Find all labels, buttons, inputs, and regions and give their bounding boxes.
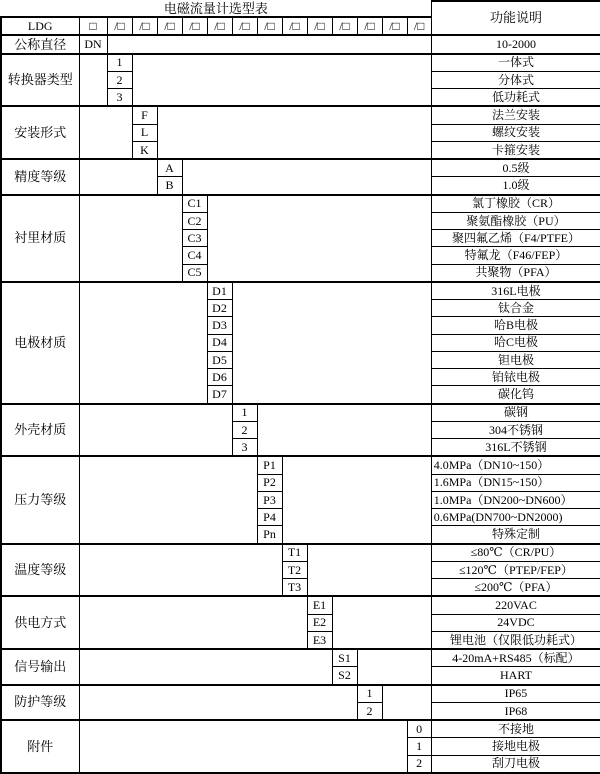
model-prefix: LDG bbox=[1, 17, 79, 35]
function-description: 碳化钨 bbox=[431, 386, 600, 404]
function-description: 316L电极 bbox=[431, 282, 600, 300]
selection-code: 0 bbox=[407, 720, 431, 738]
category-label: 安装形式 bbox=[1, 106, 79, 159]
category-label: 附件 bbox=[1, 720, 79, 773]
selection-code: 1 bbox=[407, 738, 431, 755]
model-code-box: /□ bbox=[207, 17, 232, 35]
model-code-box: □ bbox=[79, 17, 107, 35]
spacer-cell bbox=[79, 195, 182, 282]
selection-code: C2 bbox=[182, 212, 207, 229]
category-label: 电极材质 bbox=[1, 282, 79, 404]
selection-code: B bbox=[157, 177, 182, 195]
spacer-cell bbox=[332, 596, 431, 649]
model-code-box: /□ bbox=[182, 17, 207, 35]
model-code-box: /□ bbox=[357, 17, 382, 35]
function-description: 聚四氟乙烯（F4/PTFE） bbox=[431, 230, 600, 247]
selection-code: Pn bbox=[257, 526, 282, 544]
function-description: 法兰安装 bbox=[431, 106, 600, 124]
category-label: 温度等级 bbox=[1, 544, 79, 597]
function-description: 卡箍安装 bbox=[431, 141, 600, 159]
spacer-cell bbox=[182, 159, 431, 195]
selection-code: D4 bbox=[207, 334, 232, 351]
selection-code: T1 bbox=[282, 544, 307, 562]
spacer-cell bbox=[79, 54, 107, 107]
spacer-cell bbox=[79, 544, 282, 597]
spacer-cell bbox=[382, 685, 431, 721]
selection-code: C5 bbox=[182, 264, 207, 282]
selection-code: A bbox=[157, 159, 182, 177]
function-description: 10-2000 bbox=[431, 35, 600, 53]
selection-code: 3 bbox=[107, 89, 132, 107]
function-description: 刮刀电极 bbox=[431, 755, 600, 773]
function-description: 4.0MPa（DN10~150） bbox=[431, 456, 600, 474]
selection-code: T2 bbox=[282, 561, 307, 578]
spacer-cell bbox=[79, 456, 257, 543]
spacer-cell bbox=[79, 685, 357, 721]
category-label: 转换器类型 bbox=[1, 54, 79, 107]
spacer-cell bbox=[157, 106, 431, 159]
function-description: 特氟龙（F46/FEP） bbox=[431, 247, 600, 264]
category-label: 信号输出 bbox=[1, 649, 79, 685]
spacer-cell bbox=[79, 720, 407, 773]
function-description: 哈C电极 bbox=[431, 334, 600, 351]
selection-code: E2 bbox=[307, 614, 332, 631]
selection-code: C1 bbox=[182, 195, 207, 213]
spacer-cell bbox=[79, 106, 132, 159]
function-description: 特殊定制 bbox=[431, 526, 600, 544]
selection-code: S2 bbox=[332, 667, 357, 685]
selection-code: 1 bbox=[357, 685, 382, 703]
selection-code: 2 bbox=[232, 421, 257, 438]
spacer-cell bbox=[132, 54, 431, 107]
spacer-cell bbox=[79, 282, 207, 404]
model-code-box: /□ bbox=[257, 17, 282, 35]
spacer-cell bbox=[107, 35, 431, 53]
function-description: 0.5级 bbox=[431, 159, 600, 177]
selection-code: 2 bbox=[407, 755, 431, 773]
function-description: IP65 bbox=[431, 685, 600, 703]
selection-code: C3 bbox=[182, 230, 207, 247]
spacer-cell bbox=[257, 404, 431, 457]
selection-code: 1 bbox=[107, 54, 132, 72]
function-description: 24VDC bbox=[431, 614, 600, 631]
model-code-box: /□ bbox=[382, 17, 407, 35]
function-description: 钛合金 bbox=[431, 300, 600, 317]
selection-code: 2 bbox=[357, 702, 382, 720]
function-description: 锂电池（仅限低功耗式） bbox=[431, 631, 600, 649]
spacer-cell bbox=[232, 282, 431, 404]
function-description: 不接地 bbox=[431, 720, 600, 738]
selection-code: E1 bbox=[307, 596, 332, 614]
table-body bbox=[1, 1, 600, 773]
function-description: 316L不锈钢 bbox=[431, 439, 600, 457]
model-code-box: /□ bbox=[107, 17, 132, 35]
function-description: 一体式 bbox=[431, 54, 600, 72]
spacer-cell bbox=[79, 596, 307, 649]
selection-code: D1 bbox=[207, 282, 232, 300]
selection-code: C4 bbox=[182, 247, 207, 264]
spacer-cell bbox=[282, 456, 431, 543]
function-description: ≤120℃（PTEP/FEP） bbox=[431, 561, 600, 578]
model-code-box: /□ bbox=[232, 17, 257, 35]
selection-code: P2 bbox=[257, 474, 282, 491]
model-code-box: /□ bbox=[157, 17, 182, 35]
category-label: 精度等级 bbox=[1, 159, 79, 195]
function-description: 聚氨酯橡胶（PU） bbox=[431, 212, 600, 229]
category-label: 公称直径 bbox=[1, 35, 79, 53]
selection-code: K bbox=[132, 141, 157, 159]
function-description: IP68 bbox=[431, 702, 600, 720]
selection-code: 1 bbox=[232, 404, 257, 422]
selection-code: D2 bbox=[207, 300, 232, 317]
model-code-box: /□ bbox=[307, 17, 332, 35]
spacer-cell bbox=[79, 159, 157, 195]
selection-code: P4 bbox=[257, 509, 282, 526]
selection-code: DN bbox=[79, 35, 107, 53]
selection-code: 3 bbox=[232, 439, 257, 457]
model-code-box: /□ bbox=[407, 17, 431, 35]
table-title: 电磁流量计选型表 bbox=[1, 1, 431, 17]
category-label: 衬里材质 bbox=[1, 195, 79, 282]
model-code-box: /□ bbox=[132, 17, 157, 35]
function-description: 220VAC bbox=[431, 596, 600, 614]
selection-code: S1 bbox=[332, 649, 357, 667]
spacer-cell bbox=[207, 195, 431, 282]
selection-code: E3 bbox=[307, 631, 332, 649]
selection-code: F bbox=[132, 106, 157, 124]
function-description: 共聚物（PFA） bbox=[431, 264, 600, 282]
category-label: 供电方式 bbox=[1, 596, 79, 649]
selection-code: T3 bbox=[282, 579, 307, 597]
function-description: 接地电极 bbox=[431, 738, 600, 755]
selection-code: D3 bbox=[207, 317, 232, 334]
selection-code: L bbox=[132, 124, 157, 141]
function-description: 1.6MPa（DN15~150） bbox=[431, 474, 600, 491]
function-description: 氯丁橡胶（CR） bbox=[431, 195, 600, 213]
function-description: HART bbox=[431, 667, 600, 685]
model-code-box: /□ bbox=[282, 17, 307, 35]
function-description: 分体式 bbox=[431, 71, 600, 88]
spacer-cell bbox=[357, 649, 431, 685]
spacer-cell bbox=[307, 544, 431, 597]
function-description: 1.0MPa（DN200~DN600） bbox=[431, 491, 600, 508]
category-label: 压力等级 bbox=[1, 456, 79, 543]
function-description: 铂铱电极 bbox=[431, 369, 600, 386]
function-description: 螺纹安装 bbox=[431, 124, 600, 141]
selection-code: D6 bbox=[207, 369, 232, 386]
spacer-cell bbox=[79, 649, 332, 685]
selection-code: P1 bbox=[257, 456, 282, 474]
category-label: 防护等级 bbox=[1, 685, 79, 721]
selection-code: 2 bbox=[107, 71, 132, 88]
category-label: 外壳材质 bbox=[1, 404, 79, 457]
selection-code: D5 bbox=[207, 351, 232, 368]
selection-code: D7 bbox=[207, 386, 232, 404]
function-description: 4-20mA+RS485（标配） bbox=[431, 649, 600, 667]
function-description: 钽电极 bbox=[431, 351, 600, 368]
function-description: 哈B电极 bbox=[431, 317, 600, 334]
function-column-header: 功能说明 bbox=[431, 1, 600, 35]
spacer-cell bbox=[79, 404, 232, 457]
selection-code: P3 bbox=[257, 491, 282, 508]
function-description: ≤80℃（CR/PU） bbox=[431, 544, 600, 562]
function-description: 碳钢 bbox=[431, 404, 600, 422]
function-description: 0.6MPa(DN700~DN2000) bbox=[431, 509, 600, 526]
function-description: 1.0级 bbox=[431, 177, 600, 195]
function-description: 304不锈钢 bbox=[431, 421, 600, 438]
function-description: 低功耗式 bbox=[431, 89, 600, 107]
model-code-box: /□ bbox=[332, 17, 357, 35]
function-description: ≤200℃（PFA） bbox=[431, 579, 600, 597]
